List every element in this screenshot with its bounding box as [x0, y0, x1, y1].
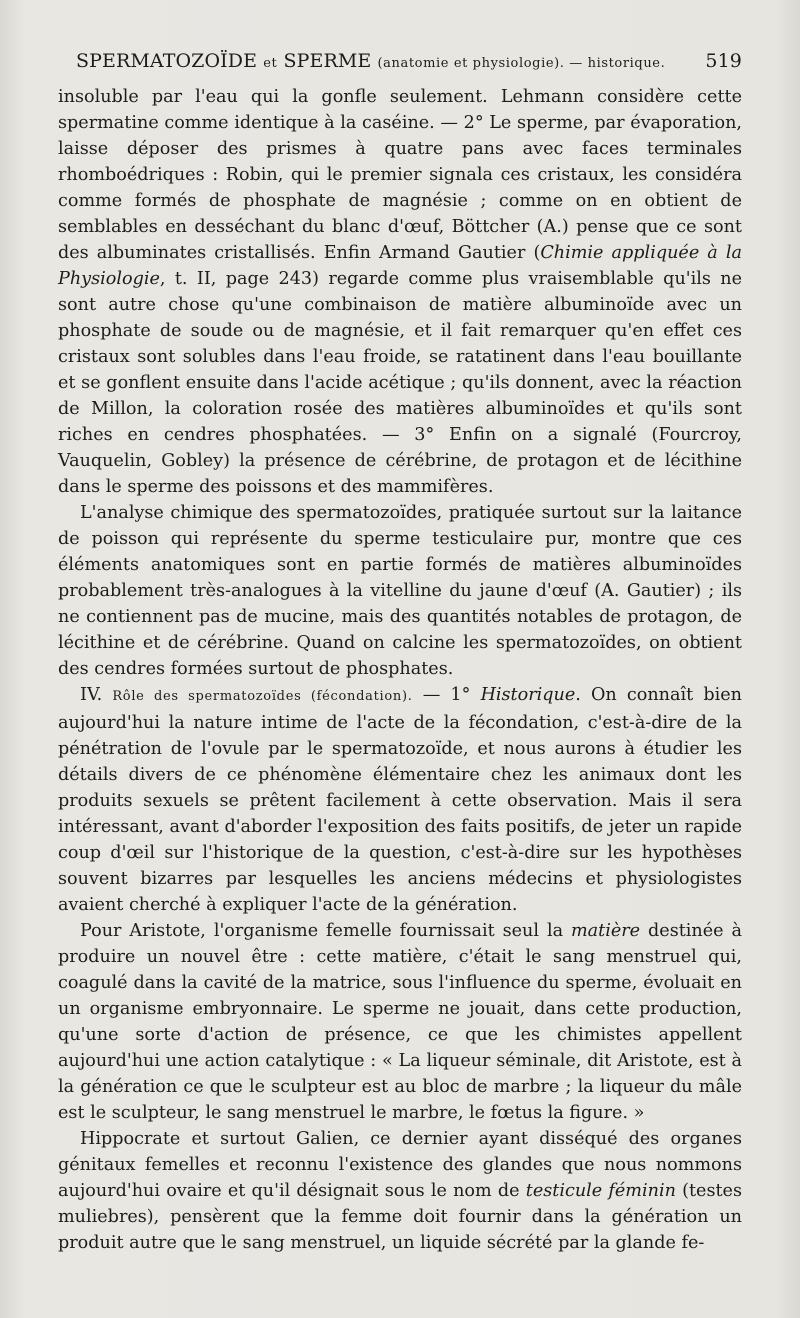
emphasis-testicule: testicule féminin: [525, 1181, 676, 1201]
emphasis-matiere: matière: [570, 921, 641, 941]
paragraph-chemical-analysis: L'analyse chimique des spermatozoïdes, pratiquée surtout sur la laitance de poisson qui représente du sperme testiculaire pur, montre que ces éléments anatomiques sont en partie formés de matières albuminoïdes probablement très-analogues à la vitelline du jaune d'œuf (A. Gautier) ; ils ne contiennent pas de mucine, mais des quantités notables de protagon, de lécithine et de cérébrine. Quand on calcine les spermatozoïdes, on obtient des cendres formées surtout de phosphates.: [58, 503, 742, 679]
paragraph-hippocrate: Hippocrate et surtout Galien, ce dernier ayant disséqué des organes génitaux femelles et reconnu l'existence des glandes que nous nommons aujourd'hui ovaire et qu'il désignait sous le nom de testicule féminin (testes muliebres), pensèrent que la femme doit fournir dans la génération un produit autre que le sang menstruel, un liquide sécrété par la glande fe-: [58, 1129, 742, 1253]
paragraph-spermatine: insoluble par l'eau qui la gonfle seulement. Lehmann considère cette spermatine comme identique à la caséine. — 2° Le sperme, par évaporation, laisse déposer des prismes à quatre pans avec faces terminales rhomboédriques : Robin, qui le premier signala ces cristaux, les considéra comme formés de phosphate de magnésie ; comme on en obtient de semblables en desséchant du blanc d'œuf, Böttcher (A.) pense que ce sont des albuminates cristallisés. Enfin Armand Gautier (Chimie appliquée à la Physiologie, t. II, page 243) regarde comme plus vraisemblable qu'ils ne sont autre chose qu'une combinaison de matière albuminoïde avec un phosphate de soude ou de magnésie, et il fait remarquer qu'en effet ces cristaux sont solubles dans l'eau froide, se ratatinent dans l'eau bouillante et se gonflent ensuite dans l'acide acétique ; qu'ils donnent, avec la réaction de Millon, la coloration rosée des matières albuminoïdes et qu'ils sont riches en cendres phosphatées. — 3° Enfin on a signalé (Fourcroy, Vauquelin, Gobley) la présence de cérébrine, de protagon et de lécithine dans le sperme des poissons et des mammifères.: [58, 87, 742, 497]
book-title-italic: Chimie appliquée à la Physiologie: [58, 243, 742, 289]
running-header: [58, 50, 742, 72]
header-conjunction: et: [263, 56, 278, 71]
section-heading: Rôle des spermatozoïdes (fécondation).: [112, 689, 413, 704]
section-number: IV.: [80, 685, 113, 705]
running-title: SPERMATOZOÏDE et SPERME (anatomie et physiologie). — historique.: [76, 50, 666, 72]
body-text: [58, 84, 742, 1256]
subsection-heading: Historique: [480, 685, 576, 705]
page-number: 519: [705, 50, 742, 72]
header-section: (anatomie et physiologie). — historique.: [377, 56, 666, 71]
paragraph-aristote: Pour Aristote, l'organisme femelle fournissait seul la matière destinée à produire un nouvel être : cette matière, c'était le sang menstruel qui, coagulé dans la cavité de la matrice, sous l'influence du sperme, évoluait en un organisme embryonnaire. Le sperme ne jouait, dans cette production, qu'une sorte d'action de présence, ce que les chimistes appellent aujourd'hui une action catalytique : « La liqueur séminale, dit Aristote, est à la génération ce que le sculpteur est au bloc de marbre ; la liqueur du mâle est le sculpteur, le sang menstruel le marbre, le fœtus la figure. »: [58, 921, 742, 1123]
paragraph-fecondation: IV. Rôle des spermatozoïdes (fécondation). — 1° Historique. On connaît bien aujourd'hui la nature intime de l'acte de la fécondation, c'est-à-dire de la pénétration de l'ovule par le spermatozoïde, et nous aurons à étudier les détails divers de ce phénomène élémentaire chez les animaux dont les produits sexuels se prêtent facilement à cette observation. Mais il sera intéressant, avant d'aborder l'exposition des faits positifs, de jeter un rapide coup d'œil sur l'historique de la question, c'est-à-dire sur les hypothèses souvent bizarres par lesquelles les anciens médecins et physiologistes avaient cherché à expliquer l'acte de la génération.: [58, 685, 742, 915]
